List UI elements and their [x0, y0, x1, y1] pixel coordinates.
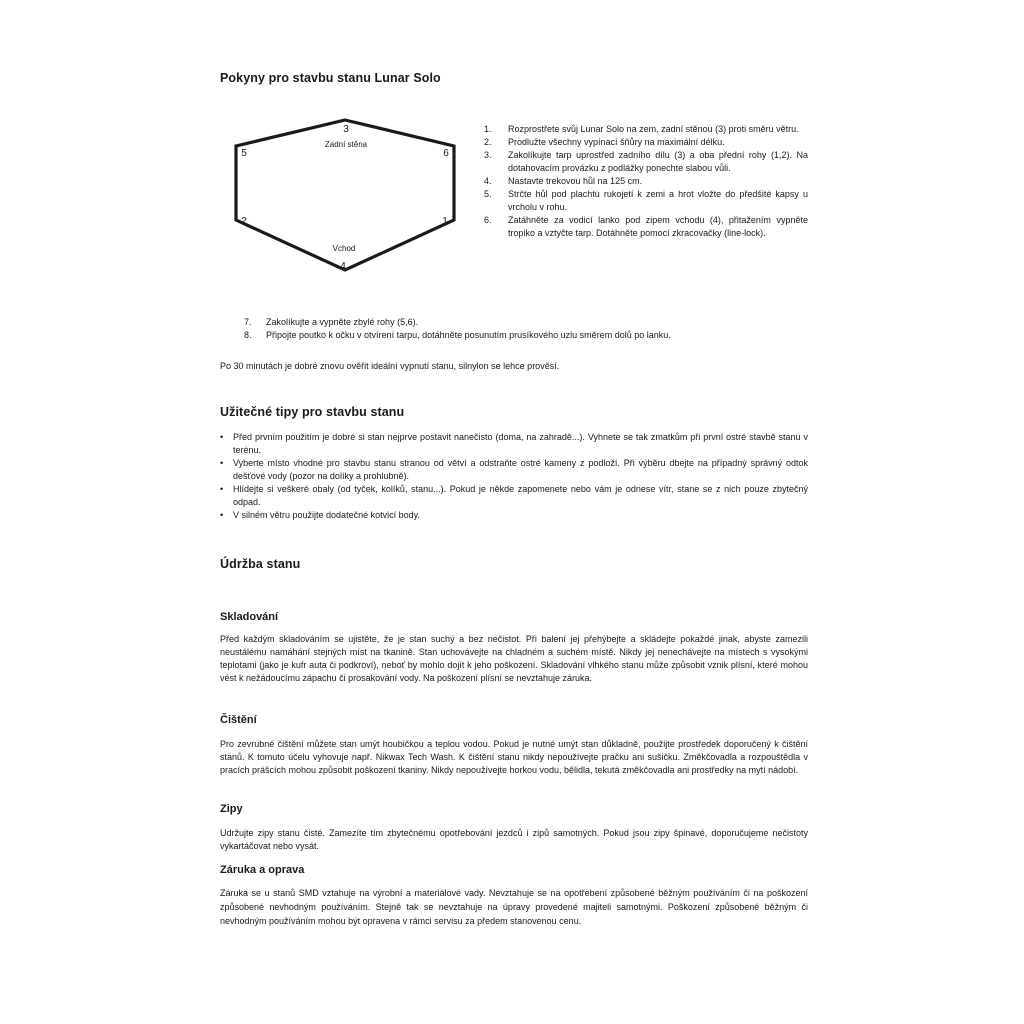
step-number: 2.: [484, 137, 492, 147]
tip-text: Před prvním použitím je dobré si stan nejprve postavit nanečisto (doma, na zahradě...). Vyhnete se tak zmatkům při první ostré stavbě stanu v terénu.: [233, 432, 808, 455]
maintenance-heading: Údržba stanu: [220, 557, 301, 571]
step-text: Rozprostřete svůj Lunar Solo na zem, zadní stěnou (3) proti směru větru.: [508, 124, 799, 134]
corner-6-label: 6: [443, 148, 449, 159]
tent-diagram: [226, 112, 466, 288]
step-text: Prodlužte všechny vypínací šňůry na maximální délku.: [508, 137, 725, 147]
step-number: 1.: [484, 124, 492, 134]
step-number: 4.: [484, 176, 492, 186]
tension-note: Po 30 minutách je dobré znovu ověřit ideální vypnutí stanu, silnylon se lehce prověsí.: [220, 361, 560, 371]
corner-5-label: 5: [241, 148, 247, 159]
cleaning-text: Pro zevrubné čištění můžete stan umýt houbičkou a teplou vodou. Pokud je nutné umýt stan důkladně, použijte prostředek doporučený k čištění stanů. K tomuto účelu vyhovuje např. Nikwax Tech Wash. K čištění stanu nikdy nepoužívejte pračku ani sušičku. Změkčovadla a rozpouštědla v pracích prášcích mohou způsobit poškození tkaniny. Nikdy nepoužívejte horkou vodu, bělidla, tekutá změkčovadla ani prostředky na mytí nádobí.: [220, 739, 808, 775]
corner-4-label: 4: [340, 261, 346, 272]
tip-item: • Hlídejte si veškeré obaly (od tyček, kolíků, stanu...). Pokud je někde zapomenete nebo vám je odnese vítr, stane se z nich pouze zbytečný odpad.: [220, 484, 808, 507]
storage-text: Před každým skladováním se ujistěte, že je stan suchý a bez nečistot. Při balení jej přehýbejte a skládejte pokaždé jinak, abyste zamezili neustálému namáhání stejných míst na tkanině. Stan uchovávejte na chladném a suchém místě. Nikdy jej nenechávejte na místech s vysokými teplotami (jako je kufr auta či podkroví), neboť by mohlo dojít k jeho poškození. Skladování vlhkého stanu může způsobit vznik plísní, které mohou vést k nežádoucímu zápachu či prosakování vody. Na poškození plísní se nevztahuje záruka.: [220, 634, 808, 683]
step-text: Nastavte trekovou hůl na 125 cm.: [508, 176, 643, 186]
corner-2-label: 2: [241, 216, 247, 227]
step-item: [480, 214, 808, 240]
tip-text: V silném větru použijte dodatečné kotvicí body.: [233, 510, 420, 520]
step-number: 6.: [484, 215, 492, 225]
steps-list: [480, 123, 808, 240]
step-text: Zakolíkujte a vypněte zbylé rohy (5,6).: [266, 317, 419, 327]
tip-item: • Vyberte místo vhodné pro stavbu stanu stranou od větví a odstraňte ostré kameny z podloží. Při výběru dbejte na případný správný odtok dešťové vody (pozor na dolíky a prohlubně).: [220, 458, 808, 481]
back-wall-label: Zadní stěna: [324, 140, 368, 149]
step-item: [480, 149, 808, 175]
tent-outline-figure: [226, 112, 466, 288]
step-item: [480, 136, 808, 149]
entrance-label: Vchod: [332, 244, 356, 253]
step-text: Zatáhněte za vodicí lanko pod zipem vchodu (4), přitažením vypněte tropiko a vztyčte tarp. Dotáhněte pomocí zkracovačky (line-lock).: [508, 215, 808, 238]
zippers-heading: Zipy: [220, 803, 243, 815]
page-title: Pokyny pro stavbu stanu Lunar Solo: [220, 71, 441, 85]
tip-item: • V silném větru použijte dodatečné kotvicí body.: [220, 509, 808, 522]
step-text: Připojte poutko k očku v otvírení tarpu, dotáhněte posunutím prusíkového uzlu směrem dolů po lanku.: [266, 330, 671, 340]
step-number: 7.: [244, 317, 252, 327]
tips-heading: Užitečné tipy pro stavbu stanu: [220, 405, 405, 419]
step-number: 8.: [244, 330, 252, 340]
corner-3-label: 3: [343, 124, 349, 135]
storage-heading: Skladování: [220, 611, 279, 623]
tips-list: [220, 431, 808, 522]
step-number: 3.: [484, 150, 492, 160]
step-number: 5.: [484, 189, 492, 199]
zippers-text: Udržujte zipy stanu čisté. Zamezíte tím zbytečnému opotřebování jezdců i zipů samotných. Pokud jsou zipy špinavé, doporučujeme nečistoty vykartáčovat nebo vysát.: [220, 828, 808, 851]
step-item: [480, 123, 808, 136]
corner-1-label: 1: [442, 216, 448, 227]
steps-list-continued: [240, 316, 800, 342]
step-text: Strčte hůl pod plachtu rukojetí k zemi a hrot vložte do předšité kapsy u vrcholu v rohu.: [508, 189, 808, 212]
warranty-heading: Záruka a oprava: [220, 864, 305, 876]
warranty-text: Záruka se u stanů SMD vztahuje na výrobní a materiálové vady. Nevztahuje se na opotřebení způsobené běžným používáním či na poškození způsobené nevhodným používáním. Stejně tak se nevztahuje na úpravy provedené majiteli samotnými. Poškození způsobené běžným či nevhodným používáním mohou být opravena v rámci servisu za předem stanovenou cenu.: [220, 888, 808, 926]
tip-text: Hlídejte si veškeré obaly (od tyček, kolíků, stanu...). Pokud je někde zapomenete nebo vám je odnese vítr, stane se z nich pouze zbytečný odpad.: [233, 484, 808, 507]
step-item: [240, 316, 800, 329]
cleaning-heading: Čištění: [220, 714, 257, 726]
tip-text: Vyberte místo vhodné pro stavbu stanu stranou od větví a odstraňte ostré kameny z podloží. Při výběru dbejte na případný správný odtok dešťové vody (pozor na dolíky a prohlubně).: [233, 458, 808, 481]
tip-item: • Před prvním použitím je dobré si stan nejprve postavit nanečisto (doma, na zahradě...). Vyhnete se tak zmatkům při první ostré stavbě stanu v terénu.: [220, 432, 808, 455]
step-item: [240, 329, 800, 342]
step-text: Zakolíkujte tarp uprostřed zadního dílu (3) a oba přední rohy (1,2). Na dotahovacím provázku z podlážky ponechte slabou vůli.: [508, 150, 808, 173]
step-item: [480, 188, 808, 214]
step-item: [480, 175, 808, 188]
